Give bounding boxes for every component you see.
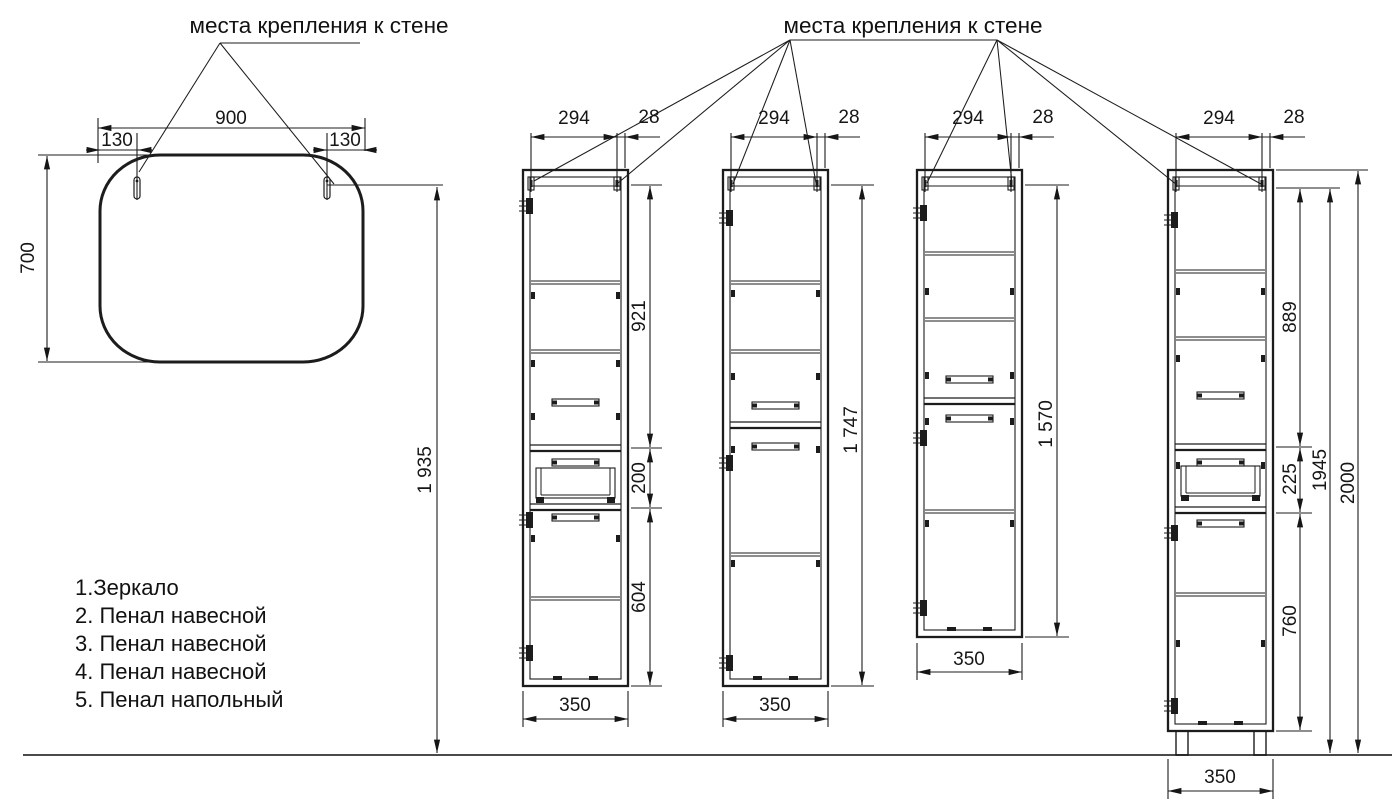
dim-cab-a-pin-edge: 28 — [638, 107, 660, 128]
dim-cab-a-lower: 604 — [629, 581, 650, 613]
dim-cab-d-pin-span: 294 — [1203, 108, 1235, 129]
dim-cab-a-drawer: 200 — [629, 462, 650, 494]
mirror-figure — [100, 155, 363, 362]
dim-mirror-width: 900 — [215, 108, 247, 129]
dim-cab-b-pin-edge: 28 — [838, 107, 860, 128]
legend-item-floor-cabinet: 5. Пенал напольный — [75, 687, 284, 712]
cabinet-figure-5 — [1164, 170, 1273, 755]
wall-mount-leader-lines — [139, 40, 1261, 185]
cabinet-figure-4 — [913, 170, 1022, 637]
dim-cab-d-width: 350 — [1204, 767, 1236, 788]
dim-cab-d-drawer: 225 — [1280, 463, 1301, 495]
dim-cab-b-pin-span: 294 — [758, 108, 790, 129]
legend-item-wall-cabinet-3: 3. Пенал навесной — [75, 631, 267, 656]
dim-mirror-offset-left: 130 — [101, 130, 133, 151]
dim-cab-b-height: 1 747 — [841, 406, 862, 454]
dim-cab-c-pin-span: 294 — [952, 108, 984, 129]
cabinet-2-dims — [523, 133, 662, 727]
legend-item-wall-cabinet-4: 4. Пенал навесной — [75, 659, 267, 684]
dim-mirror-mount-to-floor: 1 935 — [415, 446, 436, 494]
dim-cab-d-total-height: 2000 — [1338, 461, 1359, 505]
legend-item-mirror: 1.Зеркало — [75, 575, 179, 600]
cabinet-figure-3 — [719, 170, 828, 686]
dim-cab-d-pin-edge: 28 — [1283, 107, 1305, 128]
legend-list — [75, 574, 283, 714]
wall-mount-label-right: места крепления к стене — [783, 13, 1043, 38]
dim-cab-d-upper: 889 — [1280, 301, 1301, 333]
legend-item-wall-cabinet-2: 2. Пенал навесной — [75, 603, 267, 628]
dim-cab-c-height: 1 570 — [1036, 400, 1057, 448]
dim-mirror-offset-right: 130 — [329, 130, 361, 151]
dim-cab-b-width: 350 — [759, 695, 791, 716]
dim-mirror-height: 700 — [18, 242, 39, 274]
dim-cab-a-width: 350 — [559, 695, 591, 716]
dim-cab-a-pin-span: 294 — [558, 108, 590, 129]
dim-cab-c-pin-edge: 28 — [1032, 107, 1054, 128]
dim-cab-d-mount-to-floor: 1945 — [1310, 448, 1331, 492]
wall-mount-label-left: места крепления к стене — [189, 13, 449, 38]
dim-cab-d-lower: 760 — [1280, 605, 1301, 637]
dim-cab-c-width: 350 — [953, 649, 985, 670]
cabinet-figure-2 — [519, 170, 628, 686]
dim-cab-a-upper: 921 — [629, 300, 650, 332]
